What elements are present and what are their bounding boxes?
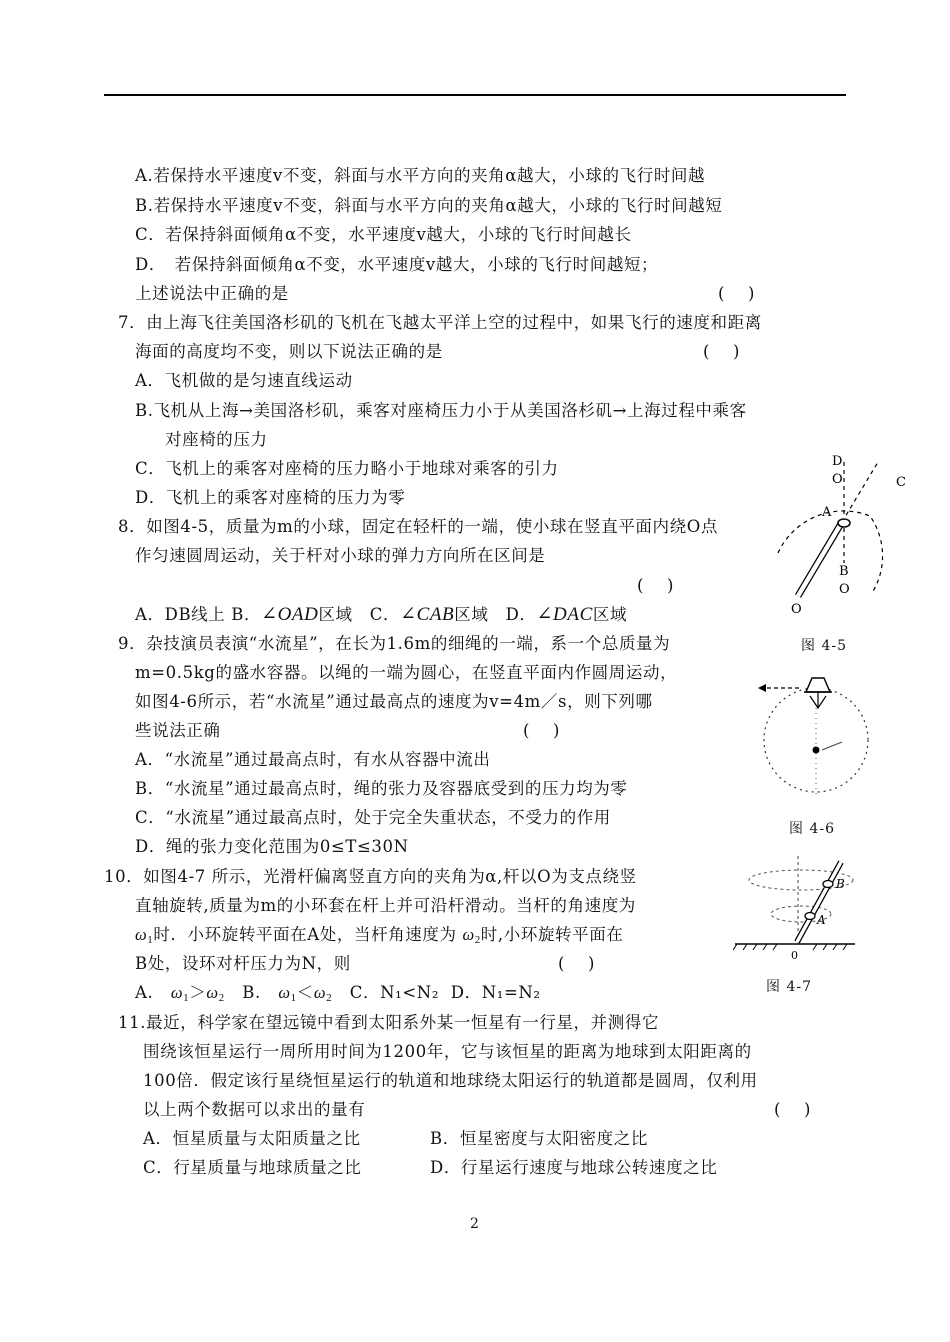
figure-4-6-caption: 图 4-6	[789, 821, 835, 837]
q9-stem-line1: 9．杂技演员表演“水流星”，在长为1.6m的细绳的一端，系一个总质量为	[118, 634, 671, 653]
q10-option-c: C．N₁<N₂	[349, 983, 440, 1002]
q8-angle-dac: ∠DAC	[536, 604, 593, 625]
q11-option-a: A．恒星质量与太阳质量之比	[143, 1129, 361, 1148]
q11-option-b: B．恒星密度与太阳密度之比	[430, 1129, 648, 1148]
q10-option-a-label: A.	[135, 983, 154, 1002]
q8-angle-oad: ∠OAD	[261, 604, 319, 625]
q10-stem-line4: B处，设环对杆压力为N，则	[135, 954, 351, 973]
q10-options: A. $\omega_1>\omega_2$ B. $\omega_1<\omega_2$ C．N₁<N₂ D．N₁=N₂	[135, 983, 541, 1004]
q7-option-b-line2: 对座椅的压力	[165, 430, 268, 449]
q9-stem-line4: 些说法正确	[135, 721, 221, 740]
fig45-label-a: A	[822, 505, 832, 520]
q10-omega1: $\omega_1$	[135, 925, 154, 946]
q7-option-a: A．飞机做的是匀速直线运动	[135, 371, 353, 390]
figure-4-7	[733, 850, 858, 965]
q10-option-d: D．N₁=N₂	[450, 983, 541, 1002]
q11-stem-line2: 围绕该恒星运行一周所用时间为1200年，它与该恒星的距离为地球到太阳距离的	[143, 1042, 752, 1061]
q6-option-c: C．若保持斜面倾角α不变，水平速度v越大，小球的飞行时间越长	[135, 225, 632, 244]
q7-option-c: C．飞机上的乘客对座椅的压力略小于地球对乘客的引力	[135, 459, 559, 478]
q10-answer-blank: ( )	[558, 954, 596, 973]
fig45-label-d: D	[832, 454, 843, 469]
fig45-label-o-top: O	[832, 472, 843, 487]
q7-answer-blank: ( )	[703, 342, 741, 361]
q11-stem-line1: 11.最近，科学家在望远镜中看到太阳系外某一恒星有一行星，并测得它	[118, 1013, 660, 1032]
figure-4-5-caption: 图 4-5	[801, 638, 847, 654]
q9-option-d: D．绳的张力变化范围为0≤T≤30N	[135, 837, 409, 856]
q7-stem-line2: 海面的高度均不变，则以下说法正确的是	[135, 342, 443, 361]
q10-stem-line3-mid: 时．小环旋转平面在A处，当杆角速度为	[153, 925, 457, 944]
q7-option-d: D．飞机上的乘客对座椅的压力为零	[135, 488, 406, 507]
figure-4-7-caption: 图 4-7	[766, 979, 812, 995]
fig45-label-c: C	[896, 475, 906, 490]
q10-omega2: $\omega_2$	[462, 925, 481, 946]
q8-option-end: 区域	[592, 605, 628, 624]
q8-answer-blank: ( )	[637, 576, 675, 595]
q6-option-b: B.若保持水平速度v不变，斜面与水平方向的夹角α越大，小球的飞行时间越短	[135, 196, 723, 215]
figure-4-5	[760, 448, 920, 618]
q9-option-b: B．“水流星”通过最高点时，绳的张力及容器底受到的压力均为零	[135, 779, 628, 798]
q8-angle-cab: ∠CAB	[400, 604, 455, 625]
q11-option-c: C．行星质量与地球质量之比	[143, 1158, 362, 1177]
q6-answer-blank: ( )	[718, 284, 756, 303]
q8-stem-line2: 作匀速圆周运动，关于杆对小球的弹力方向所在区间是	[135, 546, 546, 565]
fig47-label-o: 0	[791, 949, 798, 962]
q10-stem-line1: 10．如图4-7 所示，光滑杆偏离竖直方向的夹角为α,杆以O为支点绕竖	[104, 867, 637, 886]
q6-option-d: D． 若保持斜面倾角α不变，水平速度v越大，小球的飞行时间越短；	[135, 255, 659, 274]
q9-answer-blank: ( )	[523, 721, 561, 740]
q8-stem-line1: 8．如图4-5，质量为m的小球，固定在轻杆的一端，使小球在竖直平面内绕O点	[118, 517, 718, 536]
fig45-label-o-bottom: O	[791, 602, 802, 617]
q8-option-c-label: 区域 C．	[318, 605, 401, 624]
q11-option-d: D．行星运行速度与地球公转速度之比	[430, 1158, 718, 1177]
header-rule	[104, 94, 846, 96]
fig47-label-a: A	[817, 913, 826, 927]
q11-stem-line3: 100倍．假定该行星绕恒星运行的轨道和地球绕太阳运行的轨道都是圆周，仅利用	[143, 1071, 758, 1090]
q10-stem-line2: 直轴旋转,质量为m的小环套在杆上并可沿杆滑动。当杆的角速度为	[135, 896, 636, 915]
q11-answer-blank: ( )	[774, 1100, 812, 1119]
q11-stem-line4: 以上两个数据可以求出的量有	[143, 1100, 366, 1119]
q8-option-a: A．DB线上	[135, 605, 226, 624]
q6-tail: 上述说法中正确的是	[135, 284, 289, 303]
fig45-label-o-mid: O	[839, 582, 850, 597]
q8-option-b-label: B．	[231, 605, 262, 624]
q9-stem-line3: 如图4-6所示，若“水流星”通过最高点的速度为v=4m／s，则下列哪	[135, 692, 653, 711]
q10-option-b-label: B.	[242, 983, 261, 1002]
q9-option-c: C．“水流星”通过最高点时，处于完全失重状态，不受力的作用	[135, 808, 611, 827]
q9-stem-line2: m=0.5kg的盛水容器。以绳的一端为圆心，在竖直平面内作圆周运动，	[135, 663, 678, 682]
fig47-label-b: B	[836, 877, 845, 891]
q6-option-a: A.若保持水平速度v不变，斜面与水平方向的夹角α越大，小球的飞行时间越	[135, 166, 706, 185]
q10-stem-line3	[135, 924, 623, 951]
q8-options	[135, 604, 627, 626]
q7-stem-line1: 7．由上海飞往美国洛杉矶的飞机在飞越太平洋上空的过程中，如果飞行的速度和距离	[118, 313, 762, 332]
q9-option-a: A．“水流星”通过最高点时，有水从容器中流出	[135, 750, 491, 769]
q8-option-d-label: 区域 D．	[454, 605, 537, 624]
figure-4-6	[752, 668, 872, 808]
fig45-label-b: B	[839, 564, 849, 579]
q10-stem-line3-end: 时,小环旋转平面在	[480, 925, 624, 944]
q7-option-b-line1: B.飞机从上海→美国洛杉矶，乘客对座椅压力小于从美国洛杉矶→上海过程中乘客	[135, 401, 747, 420]
page-number: 2	[470, 1216, 479, 1232]
